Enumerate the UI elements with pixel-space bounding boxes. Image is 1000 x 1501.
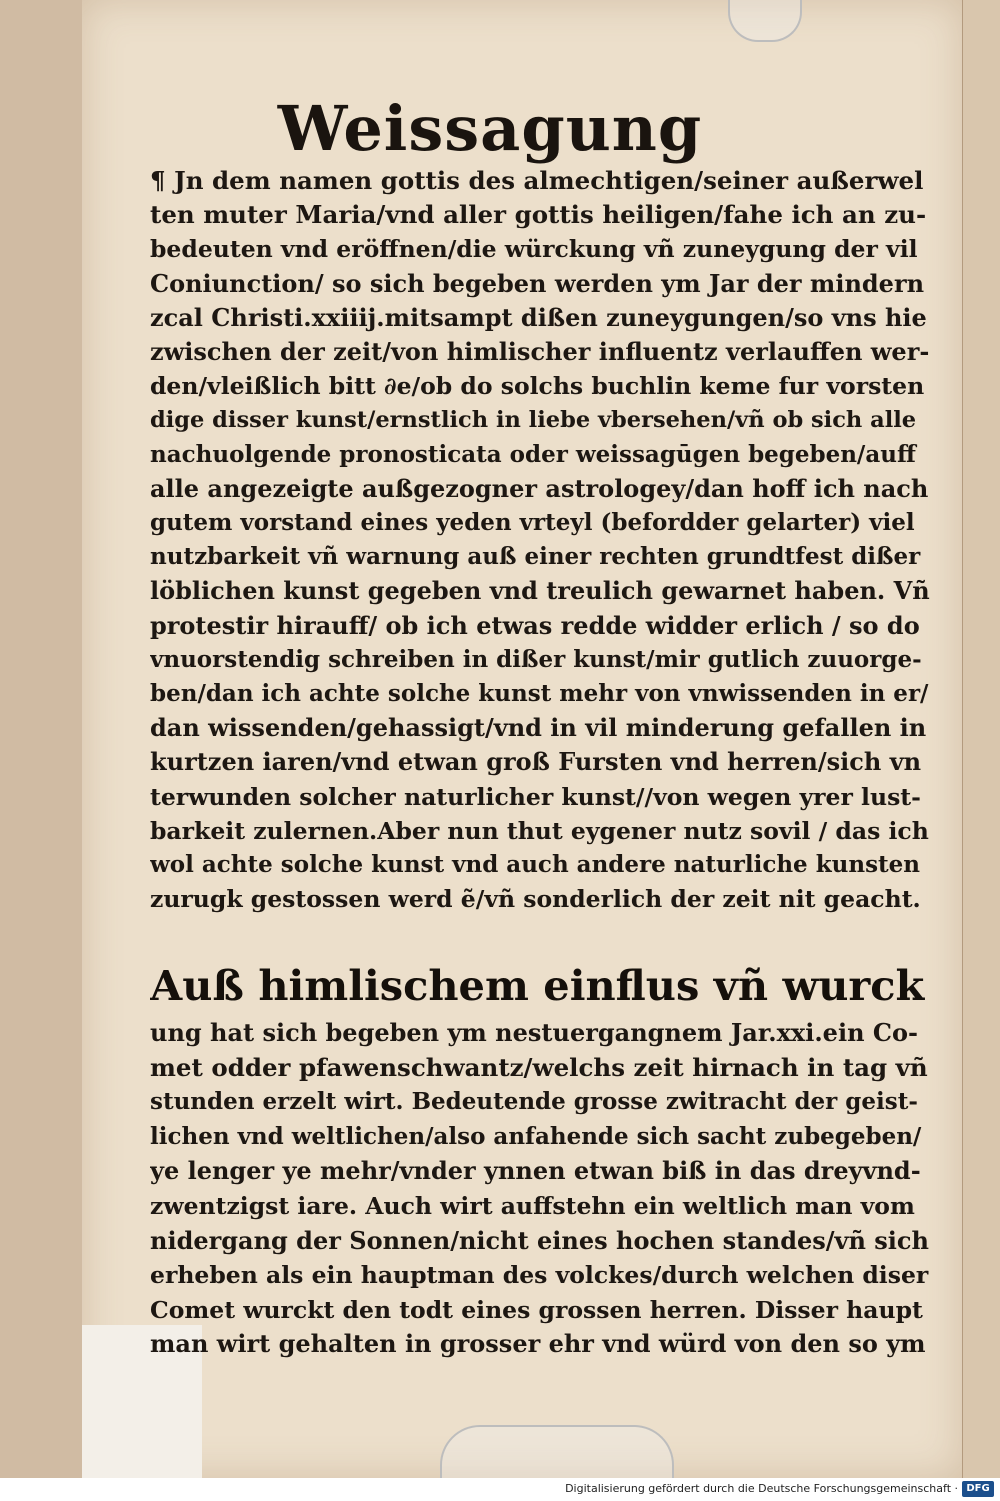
text-line: lichen vnd weltlichen/also anfahende sich sacht zubegeben/ bbox=[150, 1122, 922, 1150]
text-line: nachuolgende pronosticata oder weissagūgen begeben/auff bbox=[150, 440, 916, 468]
text-line: ¶ Jn dem namen gottis des almechtigen/seiner außerwel bbox=[150, 166, 924, 195]
text-line: erheben als ein hauptman des volckes/durch welchen diser bbox=[150, 1261, 929, 1290]
text-line: nidergang der Sonnen/nicht eines hochen standes/vñ sich bbox=[150, 1225, 929, 1255]
text-line: nutzbarkeit vñ warnung auß einer rechten grundtfest dißer bbox=[150, 543, 921, 571]
text-line: kurtzen iaren/vnd etwan groß Fursten vnd herren/sich vn bbox=[150, 747, 922, 777]
text-line: wol achte solche kunst vnd auch andere naturliche kunsten bbox=[150, 851, 921, 878]
footer-bar bbox=[0, 1478, 1000, 1501]
text-line: löblichen kunst gegeben vnd treulich gewarnet haben. Vñ bbox=[150, 576, 930, 606]
next-page-edge bbox=[962, 0, 1000, 1478]
text-line: dige disser kunst/ernstlich in liebe vbersehen/vñ ob sich alle bbox=[150, 407, 917, 434]
text-line: alle angezeigte außgezogner astrologey/dan hoff ich nach bbox=[150, 473, 929, 503]
text-line: bedeuten vnd eröffnen/die würckung vñ zuneygung der vil bbox=[150, 235, 918, 264]
text-line: den/vleißlich bitt ∂e/ob do solchs buchlin keme fur vorsten bbox=[150, 372, 925, 401]
text-line: terwunden solcher naturlicher kunst//von wegen yrer lust- bbox=[150, 782, 921, 811]
text-line: dan wissenden/gehassigt/vnd in vil minderung gefallen in bbox=[150, 713, 927, 743]
text-line: ye lenger ye mehr/vnder ynnen etwan biß in das dreyvnd- bbox=[150, 1156, 921, 1186]
text-line: barkeit zulernen.Aber nun thut eygener nutz sovil / das ich bbox=[150, 816, 929, 845]
text-line: ung hat sich begeben ym nestuergangnem Jar.xxi.ein Co- bbox=[150, 1018, 918, 1047]
text-line: gutem vorstand eines yeden vrteyl (befordder gelarter) viel bbox=[150, 509, 915, 536]
text-line: met odder pfawenschwantz/welchs zeit hirnach in tag vñ bbox=[150, 1052, 928, 1082]
binding-edge bbox=[0, 0, 84, 1478]
text-line: ten muter Maria/vnd aller gottis heiligen/fahe ich an zu- bbox=[150, 200, 927, 230]
bottom-clip bbox=[440, 1425, 674, 1478]
text-line: zcal Christi.xxiiij.mitsampt dißen zuneygungen/so vns hie bbox=[150, 302, 927, 332]
text-line: man wirt gehalten in grosser ehr vnd würd von den so ym bbox=[150, 1329, 926, 1359]
text-line: zwischen der zeit/von himlischer influentz verlauffen wer- bbox=[150, 337, 930, 366]
dfg-logo: DFG bbox=[962, 1481, 994, 1497]
text-line: Coniunction/ so sich begeben werden ym Jar der mindern bbox=[150, 268, 925, 298]
text-line: ben/dan ich achte solche kunst mehr von vnwissenden in er/ bbox=[150, 680, 929, 707]
text-line: protestir hirauff/ ob ich etwas redde widder erlich / so do bbox=[150, 610, 920, 640]
section-heading: Auß himlischem einflus vñ wurck bbox=[150, 961, 925, 1010]
page-title: Weissagung bbox=[277, 92, 703, 165]
funding-note: Digitalisierung gefördert durch die Deutsche Forschungsgemeinschaft · bbox=[565, 1482, 958, 1495]
text-line: zurugk gestossen werd ẽ/vñ sonderlich der zeit nit geacht. bbox=[150, 885, 921, 914]
text-line: stunden erzelt wirt. Bedeutende grosse zwitracht der geist- bbox=[150, 1088, 918, 1116]
text-line: zwentzigst iare. Auch wirt auffstehn ein weltlich man vom bbox=[150, 1192, 915, 1220]
text-line: Comet wurckt den todt eines grossen herren. Disser haupt bbox=[150, 1295, 923, 1324]
text-line: vnuorstendig schreiben in dißer kunst/mir gutlich zuuorge- bbox=[150, 645, 922, 673]
